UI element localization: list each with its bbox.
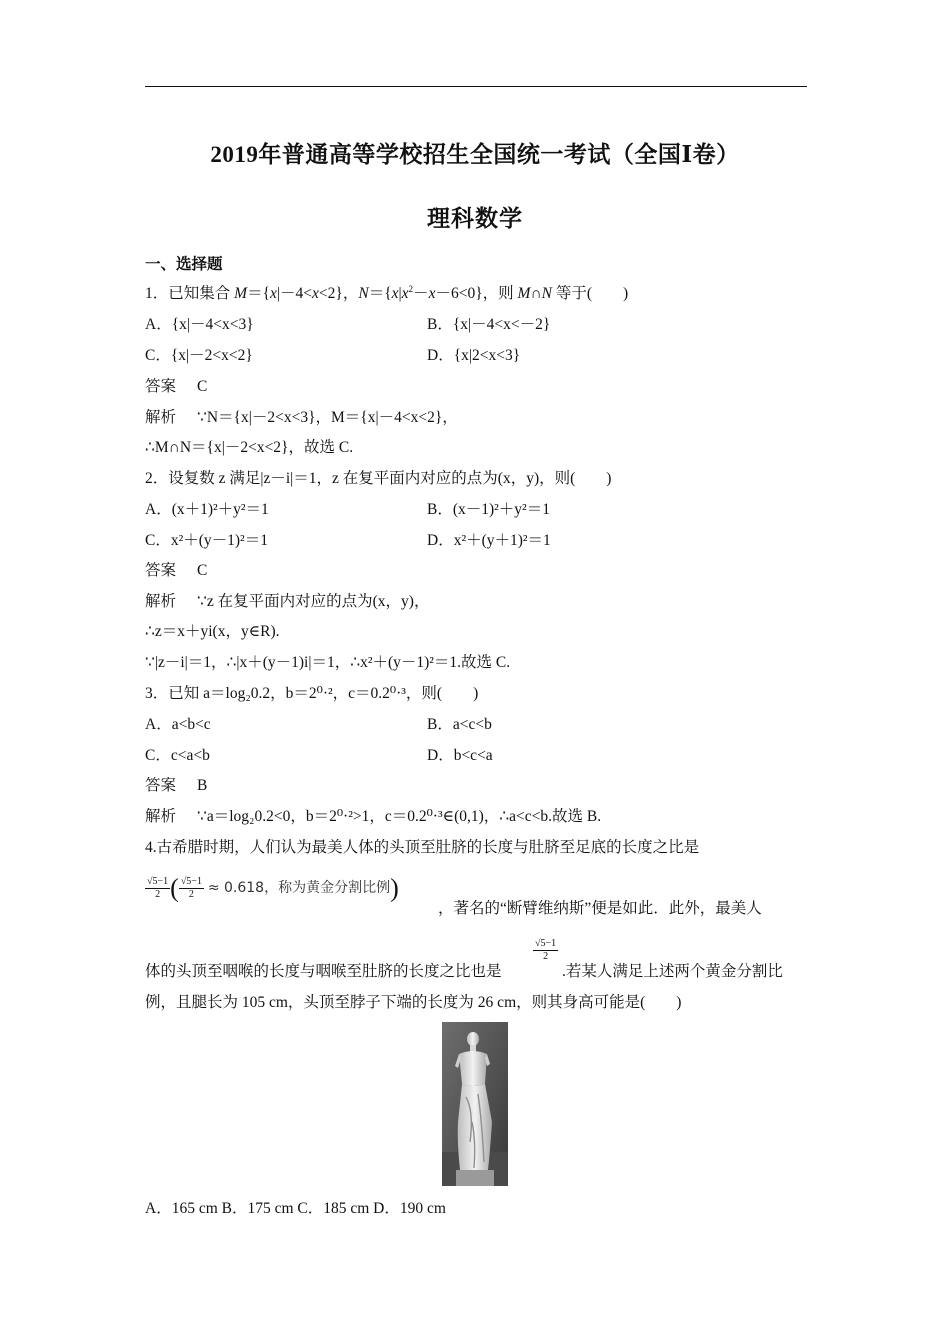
q3-analysis-1: 解析 ∵a＝log₂0.2<0，b＝2⁰·²>1，c＝0.2⁰·³∈(0,1)，∴a<c<b.故选 B. xyxy=(145,808,602,825)
fraction: $\frac{√5-1}{2}$ xyxy=(180,876,202,900)
q4-line-3-head: 体的头顶至咽喉的长度与咽喉至肚脐的长度之比也是 xyxy=(145,963,502,980)
exam-title: 2019年普通高等学校招生全国统一考试（全国Ⅰ卷） xyxy=(210,142,740,167)
q3-option-a: A．a<b<c xyxy=(145,716,211,733)
q2-answer: 答案 C xyxy=(145,562,208,579)
top-rule xyxy=(145,86,807,87)
q1-analysis-1: 解析 ∵N＝{x|－2<x<3}，M＝{x|－4<x<2}， xyxy=(145,409,458,426)
q4-line-2-tail: ，著名的“断臂维纳斯”便是如此．此外，最美人 xyxy=(438,900,762,917)
section-heading: 一、选择题 xyxy=(145,256,223,273)
q2-analysis-2: ∴z＝x＋yi(x，y∈R). xyxy=(145,623,280,640)
q2-option-a: A．(x＋1)²＋y²＝1 xyxy=(145,501,269,518)
exam-subtitle: 理科数学 xyxy=(427,206,523,231)
q3-answer: 答案 B xyxy=(145,777,208,794)
q2-option-c: C．x²＋(y－1)²＝1 xyxy=(145,532,268,549)
q2-option-b: B．(x－1)²＋y²＝1 xyxy=(427,501,550,518)
q3-option-b: B．a<c<b xyxy=(427,716,492,733)
q1-analysis-2: ∴M∩N＝{x|－2<x<2}，故选 C. xyxy=(145,439,354,456)
q2-stem: 2．设复数 z 满足|z－i|＝1，z 在复平面内对应的点为(x，y)，则( ) xyxy=(145,470,612,487)
q4-line-4: 例，且腿长为 105 cm，头顶至脖子下端的长度为 26 cm，则其身高可能是( ) xyxy=(145,994,682,1011)
q3-option-c: C．c<a<b xyxy=(145,747,210,764)
q4-golden-ratio-inline-image: $\frac{√5-1}{2}$ ( $\frac{√5-1}{2}$ ≈ 0.618，称为黄金分割比例) xyxy=(147,873,399,903)
q1-answer: 答案 C xyxy=(145,378,208,395)
q4-fraction xyxy=(533,938,558,978)
q4-options: A．165 cm B．175 cm C．185 cm D．190 cm xyxy=(145,1200,446,1217)
q2-analysis-1: 解析 ∵z 在复平面内对应的点为(x，y)， xyxy=(145,593,430,610)
q3-stem: 3．已知 a＝log₂0.2，b＝2⁰·²，c＝0.2⁰·³，则( ) xyxy=(145,685,479,702)
q2-option-d: D．x²＋(y＋1)²＝1 xyxy=(427,532,551,549)
q4-line-3-tail: .若某人满足上述两个黄金分割比 xyxy=(562,963,783,980)
fraction: $\frac{√5-1}{2}$ xyxy=(147,876,169,900)
q1-option-a: A．{x|－4<x<3} xyxy=(145,316,254,333)
q1-option-b: B．{x|－4<x<－2} xyxy=(427,316,551,333)
q3-option-d: D．b<c<a xyxy=(427,747,493,764)
fraction: $\frac{√5-1}{2}$ xyxy=(535,938,557,962)
q4-line-1: 4.古希腊时期，人们认为最美人体的头顶至肚脐的长度与肚脐至足底的长度之比是 xyxy=(145,839,700,856)
q1-option-d: D．{x|2<x<3} xyxy=(427,347,521,364)
q1-stem: 1．已知集合 M＝{x|－4<x<2}，$N=\{x|x^2-x-6<0\}$，则 M∩N 等于( ) xyxy=(145,284,629,302)
q1-option-c: C．{x|－2<x<2} xyxy=(145,347,253,364)
q2-analysis-3: ∵|z－i|＝1，∴|x＋(y－1)i|＝1，∴x²＋(y－1)²＝1.故选 C. xyxy=(145,654,511,671)
venus-de-milo-image xyxy=(442,1022,508,1186)
